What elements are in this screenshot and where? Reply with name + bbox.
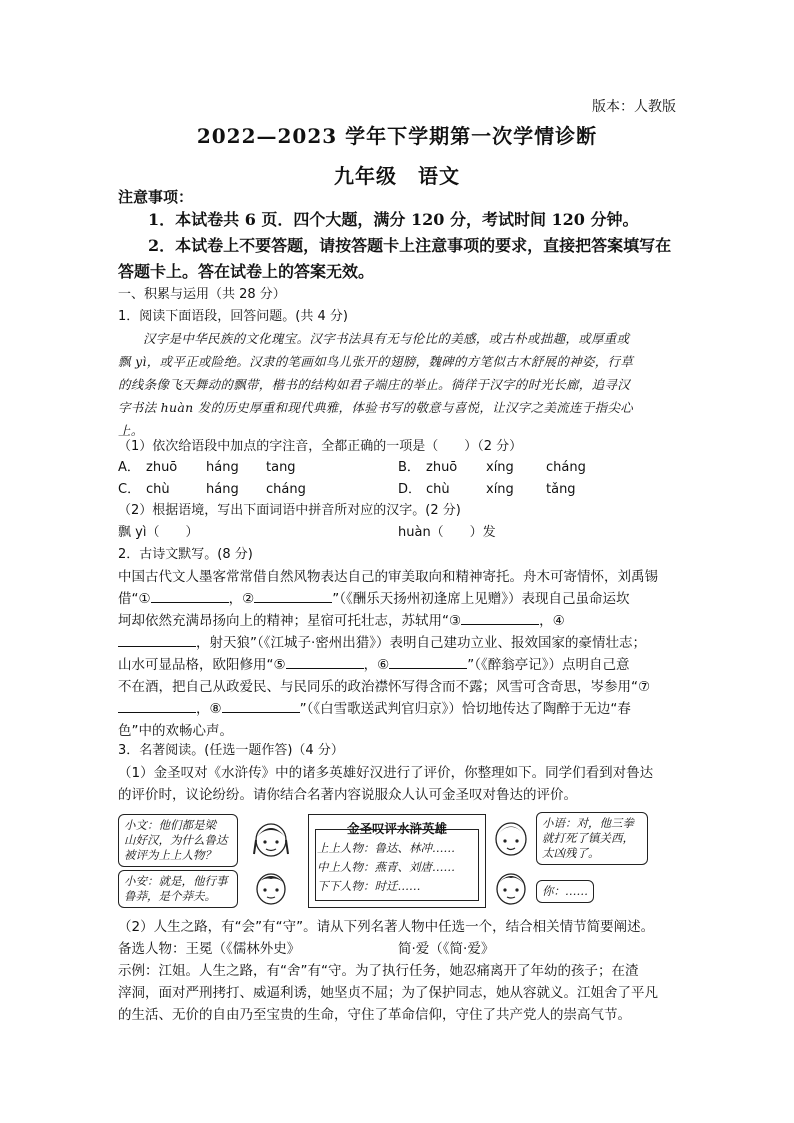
q2-line: 中国古代文人墨客常常借自然风物表达自己的审美取向和精神寄托。舟木可寄情怀，刘禹锡 <box>118 569 658 585</box>
options-block <box>118 457 678 501</box>
q2-line: 不在酒，把自己从政爱民、与民同乐的政治襟怀写得含而不露；风雪可含奇思，岑参用“⑦ <box>118 679 651 695</box>
boy-icon <box>252 868 290 910</box>
question-2-body <box>118 566 678 742</box>
boy-icon <box>492 868 530 910</box>
version-label: 版本：人教版 <box>592 99 676 115</box>
blank-6[interactable] <box>389 655 467 669</box>
question-1-sub-2: （2）根据语境，写出下面词语中拼音所对应的汉字。(2 分) <box>118 503 461 518</box>
exam-title: 2022—2023 学年下学期第一次学情诊断 <box>196 124 598 148</box>
board-row: 下下人物：时迁…… <box>317 879 421 893</box>
blank-7[interactable] <box>118 699 196 713</box>
section-heading: 一、积累与运用（共 28 分） <box>118 287 286 302</box>
bubble-text: 鲁莽，是个莽夫。 <box>124 889 216 903</box>
speech-bubble-xiaoan <box>118 870 238 908</box>
candidate-choice-2: 简·爱（《简·爱》 <box>398 941 495 957</box>
q3-sub1-line: 的评价时，议论纷纷。请你结合名著内容说服众人认可金圣叹对鲁达的评价。 <box>118 787 577 803</box>
evaluation-board <box>308 814 486 908</box>
blank-5[interactable] <box>286 655 364 669</box>
blank-2[interactable] <box>254 589 332 603</box>
note-item-1: 1．本试卷共 6 页．四个大题，满分 120 分，考试时间 120 分钟。 <box>148 210 639 229</box>
word-blank-1[interactable]: 飘 yì（ ） <box>118 525 199 540</box>
board-row: 上上人物：鲁达、林冲…… <box>317 841 455 855</box>
passage-line: 飘 yì，或平正或险绝。汉隶的笔画如鸟儿张开的翅膀，魏碑的方笔似古木舒展的神姿，行草 <box>118 354 634 369</box>
bubble-text: 小语：对，他三拳 <box>542 816 634 830</box>
question-3-stem: 3．名著阅读。(任选一题作答)（4 分） <box>118 743 344 758</box>
blank-1[interactable] <box>151 589 229 603</box>
board-row: 中上人物：燕青、刘唐…… <box>317 860 455 874</box>
q2-line: ，射天狼”（《江城子·密州出猎》）表明自己建功立业、报效国家的豪情壮志； <box>118 632 678 654</box>
q2-line: 山水可显品格，欧阳修用“⑤ ，⑥ ”（《醉翁亭记》）点明自己意 <box>118 657 630 673</box>
candidate-choice-1: 备选人物：王冕（《儒林外史》 <box>118 941 301 957</box>
blank-4[interactable] <box>118 633 196 647</box>
word-blank-2[interactable]: huàn（ ）发 <box>398 525 496 540</box>
bubble-text: 太凶残了。 <box>542 846 600 860</box>
bubble-text: 小文：他们都是梁 <box>124 818 216 832</box>
example-line: 滓洞，面对严刑拷打、威逼利诱，她坚贞不屈；为了保护同志，她从容就义。江姐舍了平凡 <box>118 985 658 1001</box>
girl-icon <box>252 820 290 862</box>
option-d[interactable]: D． chù xíng tǎng <box>398 482 576 497</box>
bubble-text: 小安：就是，他行事 <box>124 874 228 888</box>
question-3-sub-1 <box>118 762 678 806</box>
passage-line: 汉字是中华民族的文化瑰宝。汉字书法具有无与伦比的美感，或古朴或拙趣，或厚重或 <box>143 331 630 346</box>
blank-8[interactable] <box>222 699 300 713</box>
bubble-text: 被评为上上人物？ <box>124 848 216 862</box>
example-answer <box>118 960 678 1026</box>
note-item-2-cont: 答题卡上。答在试卷上的答案无效。 <box>118 262 375 281</box>
example-line: 示例：江姐。人生之路，有“舍”有“守。为了执行任务，她忍痛离开了年幼的孩子；在渣 <box>118 963 639 979</box>
bubble-text: 就打死了镇关西， <box>542 831 634 845</box>
blank-3[interactable] <box>461 611 539 625</box>
reading-passage <box>118 327 678 442</box>
option-b[interactable]: B． zhuō xíng cháng <box>398 460 586 475</box>
q2-line: 坷却依然充满昂扬向上的精神；星宿可托壮志，苏轼用“③ ，④ <box>118 613 565 629</box>
q3-sub1-line: （1）金圣叹对《水浒传》中的诸多英雄好汉进行了评价，你整理如下。同学们看到对鲁达 <box>118 765 654 781</box>
speech-bubble-xiaowen <box>118 814 238 867</box>
question-1-stem: 1．阅读下面语段，回答问题。(共 4 分) <box>118 309 348 324</box>
q2-line: 色”中的欢畅心声。 <box>118 723 233 739</box>
bubble-text: 山好汉，为什么鲁达 <box>124 833 228 847</box>
example-line: 的生活、无价的自由乃至宝贵的生命，守住了革命信仰，守住了共产党人的崇高气节。 <box>118 1007 631 1023</box>
option-c[interactable]: C． chù háng cháng <box>118 482 306 497</box>
girl-icon <box>492 818 530 860</box>
question-1-sub-1: （1）依次给语段中加点的字注音，全都正确的一项是（ ）（2 分） <box>118 439 523 454</box>
comic-figure <box>118 808 678 913</box>
notes-heading: 注意事项： <box>118 188 194 206</box>
passage-line: 的线条像飞天舞动的飘带，楷书的结构如君子端庄的举止。徜徉于汉字的时光长廊，追寻汉 <box>118 377 631 392</box>
board-title: 金圣叹评水浒英雄 <box>346 821 447 836</box>
note-item-2: 2．本试卷上不要答题，请按答题卡上注意事项的要求，直接把答案填写在 <box>148 236 672 255</box>
q2-line: 借“① ，② ”（《酬乐天扬州初逢席上见赠》）表现自己虽命运坎 <box>118 591 630 607</box>
speech-bubble-xiaoyu <box>536 812 648 865</box>
question-3-sub-2: （2）人生之路，有“会”有“守”。请从下列名著人物中任选一个，结合相关情节简要阐述。 <box>118 919 655 935</box>
speech-bubble-you: 你：…… <box>536 880 594 903</box>
q2-line: ，⑧ ”（《白雪歌送武判官归京》）恰切地传达了陶醉于无边“春 <box>118 698 678 720</box>
question-2-stem: 2．古诗文默写。(8 分) <box>118 547 253 562</box>
passage-line: 字书法 huàn 发的历史厚重和现代典雅，体验书写的敬意与喜悦，让汉字之美流连于指尖心 <box>118 400 633 415</box>
exam-subtitle: 九年级 语文 <box>334 164 460 188</box>
passage-line: 上。 <box>118 423 144 438</box>
option-a[interactable]: A． zhuō háng tang <box>118 460 296 475</box>
